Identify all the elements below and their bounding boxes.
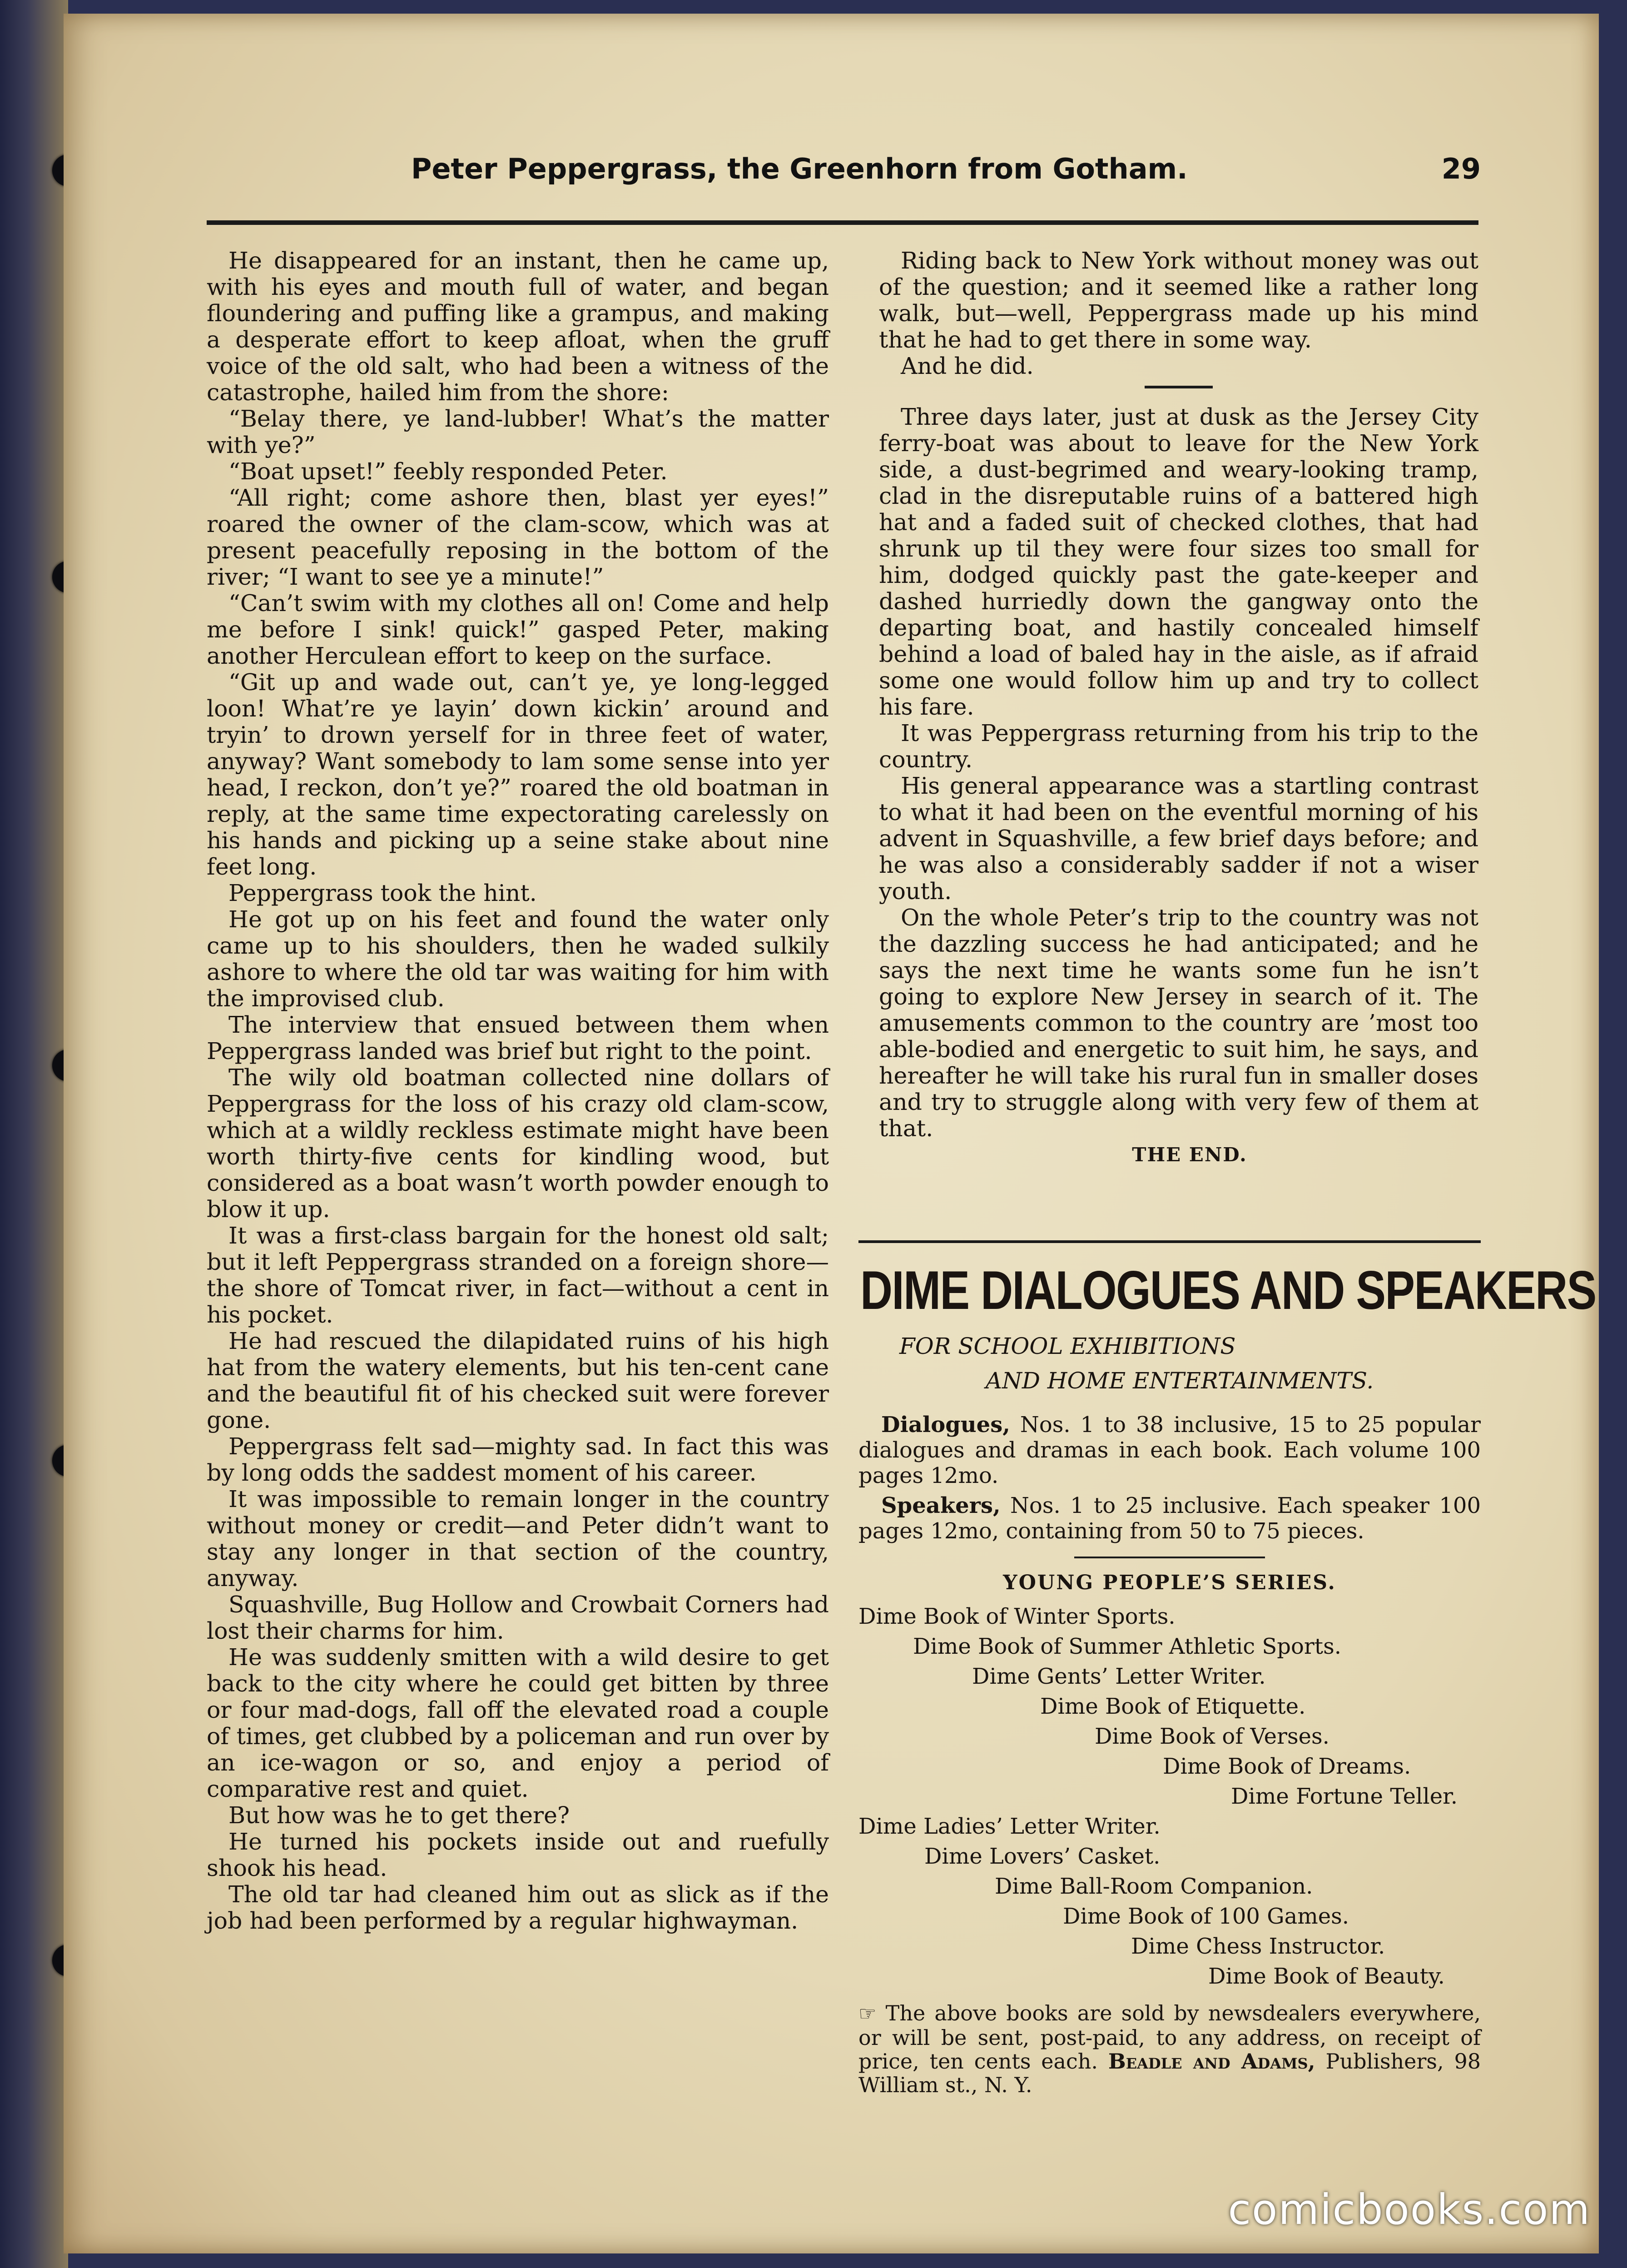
paragraph: It was a first-class bargain for the honest old salt; but it left Peppergrass stranded on a foreign shore—the shore of Tomcat river, in fact—without a cent in his pocket. bbox=[207, 1222, 829, 1328]
paragraph: On the whole Peter’s trip to the country was not the dazzling success he had anticipated; and he says the next time he wants some fun he isn’t going to explore New Jersey in search of it. The amusements common to the country are ’most too able-bodied and energetic to suit him, he says, and hereafter he will take his rural fun in smaller doses and try to struggle along with very few of them at that. bbox=[879, 904, 1478, 1142]
advert-subtitle-2: AND HOME ENTERTAINMENTS. bbox=[986, 1368, 1374, 1394]
right-column bbox=[879, 248, 1478, 1168]
paragraph: Riding back to New York without money was out of the question; and it seemed like a rather long walk, but—well, Peppergrass made up his mind that he had to get there in some way. bbox=[879, 247, 1478, 353]
paragraph: It was Peppergrass returning from his trip to the country. bbox=[879, 720, 1478, 773]
paragraph: Peppergrass took the hint. bbox=[228, 880, 537, 906]
advert-note bbox=[858, 2001, 1481, 2097]
book-title: Dime Ladies’ Letter Writer. bbox=[858, 1814, 1161, 1839]
running-title: Peter Peppergrass, the Greenhorn from Gotham. bbox=[411, 152, 1188, 185]
paragraph: His general appearance was a startling contrast to what it had been on the eventful morning of his advent in Squashville, a few brief days before; and he was also a considerably sadder if not a wiser youth. bbox=[879, 772, 1478, 905]
paragraph: He got up on his feet and found the water only came up to his shoulders, then he waded sulkily ashore to where the old tar was waiting for him with the improvised club. bbox=[207, 906, 829, 1012]
header-rule bbox=[207, 220, 1478, 225]
paragraph: He disappeared for an instant, then he came up, with his eyes and mouth full of water, and began floundering and puffing like a grampus, and making a desperate effort to keep afloat, when the gruff voice of the old salt, who had been a witness of the catastrophe, hailed him from the shore: bbox=[207, 247, 829, 406]
paragraph: It was impossible to remain longer in the country without money or credit—and Peter didn’t want to stay any longer in that section of the country, anyway. bbox=[207, 1486, 829, 1592]
dialogues-label: Dialogues, bbox=[881, 1412, 1010, 1437]
advert-rule bbox=[858, 1240, 1481, 1243]
advert-subtitle-1: FOR SCHOOL EXHIBITIONS bbox=[899, 1333, 1236, 1359]
paragraph: Squashville, Bug Hollow and Crowbait Corners had lost their charms for him. bbox=[207, 1591, 829, 1644]
book-title: Dime Book of Beauty. bbox=[1208, 1964, 1445, 1989]
dialogues-paragraph bbox=[858, 1412, 1481, 1488]
speakers-text: Nos. 1 to 25 inclusive. Each speaker 100 pages 12mo, containing from 50 to 75 pieces. bbox=[858, 1493, 1481, 1544]
pointing-hand-icon: ☞ bbox=[858, 2002, 877, 2025]
page-number: 29 bbox=[1441, 152, 1481, 185]
the-end: THE END. bbox=[1132, 1144, 1247, 1166]
speakers-label: Speakers, bbox=[881, 1493, 1001, 1518]
publisher-address: Publishers, 98 William st., N. Y. bbox=[858, 2049, 1481, 2097]
book-title: Dime Book of Etiquette. bbox=[1040, 1694, 1306, 1719]
paragraph: The wily old boatman collected nine dollars of Peppergrass for the loss of his crazy old clam-scow, which at a wildly reckless estimate might have been worth thirty-five cents for kindling wood, but considered as a boat wasn’t worth powder enough to blow it up. bbox=[207, 1064, 829, 1223]
paragraph: But how was he to get there? bbox=[228, 1802, 570, 1829]
publisher-name: Beadle and Adams, bbox=[1108, 2049, 1315, 2074]
advert-title: DIME DIALOGUES AND SPEAKERS bbox=[860, 1260, 1596, 1321]
paragraph: Peppergrass felt sad—mighty sad. In fact this was by long odds the saddest moment of his career. bbox=[207, 1433, 829, 1486]
paragraph: “Boat upset!” feebly responded Peter. bbox=[228, 458, 668, 485]
binding-gutter bbox=[0, 0, 68, 2268]
paragraph: “Git up and wade out, can’t ye, ye long-legged loon! What’re ye layin’ down kickin’ around and tryin’ to drown yerself for in three feet of water, anyway? Want somebody to lam some sense into yer head, I reckon, don’t ye?” roared the old boatman in reply, at the same time expectorating carelessly on his hands and picking up a seine stake about nine feet long. bbox=[207, 669, 829, 880]
dialogues-text: Nos. 1 to 38 inclusive, 15 to 25 popular dialogues and dramas in each book. Each volume 100 pages 12mo. bbox=[858, 1412, 1481, 1488]
book-title: Dime Lovers’ Casket. bbox=[924, 1844, 1161, 1869]
running-header bbox=[411, 152, 1481, 193]
book-title: Dime Book of Verses. bbox=[1095, 1724, 1329, 1749]
book-title: Dime Fortune Teller. bbox=[1231, 1784, 1458, 1809]
paragraph: Three days later, just at dusk as the Jersey City ferry-boat was about to leave for the New York side, a dust-begrimed and weary-looking tramp, clad in the disreputable ruins of a battered high hat and a faded suit of checked clothes, that had shrunk up til they were four sizes too small for him, dodged quickly past the gate-keeper and dashed hurriedly down the gangway onto the departing boat, and hastily concealed himself behind a load of baled hay in the aisle, as if afraid some one would follow him up and try to collect his fare. bbox=[879, 403, 1478, 720]
book-title: Dime Book of Summer Athletic Sports. bbox=[913, 1634, 1341, 1659]
book-title: Dime Book of Dreams. bbox=[1163, 1754, 1411, 1779]
left-column bbox=[207, 248, 829, 1934]
section-rule bbox=[1145, 386, 1213, 388]
book-list bbox=[858, 1602, 1481, 1991]
paragraph: “All right; come ashore then, blast yer eyes!” roared the owner of the clam-scow, which was at present peacefully reposing in the bottom of the river; “I want to see ye a minute!” bbox=[207, 484, 829, 590]
book-title: Dime Ball-Room Companion. bbox=[995, 1874, 1313, 1899]
paragraph: The old tar had cleaned him out as slick as if the job had been performed by a regular highwayman. bbox=[207, 1881, 829, 1934]
note-text: The above books are sold by newsdealers everywhere, or will be sent, post-paid, to any address, on receipt of price, ten cents each. bbox=[858, 2001, 1481, 2074]
right-column-part-2 bbox=[879, 404, 1478, 1142]
book-title: Dime Gents’ Letter Writer. bbox=[972, 1664, 1266, 1689]
book-title: Dime Book of Winter Sports. bbox=[858, 1604, 1176, 1629]
right-column-part-1 bbox=[879, 248, 1478, 379]
watermark: comicbooks.com bbox=[1228, 2185, 1591, 2234]
advertisement bbox=[858, 1258, 1596, 2118]
paragraph: “Can’t swim with my clothes all on! Come and help me before I sink! quick!” gasped Peter, making another Herculean effort to keep on the surface. bbox=[207, 590, 829, 669]
book-title: Dime Chess Instructor. bbox=[1131, 1934, 1385, 1959]
book-title: Dime Book of 100 Games. bbox=[1063, 1904, 1349, 1929]
paragraph: And he did. bbox=[901, 353, 1034, 379]
paragraph: The interview that ensued between them when Peppergrass landed was brief but right to the point. bbox=[207, 1011, 829, 1064]
speakers-paragraph bbox=[858, 1493, 1481, 1544]
paragraph: “Belay there, ye land-lubber! What’s the matter with ye?” bbox=[207, 405, 829, 458]
paragraph: He turned his pockets inside out and ruefully shook his head. bbox=[207, 1828, 829, 1881]
paragraph: He had rescued the dilapidated ruins of his high hat from the watery elements, but his ten-cent cane and the beautiful fit of his checked suit were forever gone. bbox=[207, 1328, 829, 1433]
series-title: YOUNG PEOPLE’S SERIES. bbox=[1003, 1571, 1336, 1594]
paragraph: He was suddenly smitten with a wild desire to get back to the city where he could get bitten by three or four mad-dogs, fall off the elevated road a couple of times, get clubbed by a policeman and run over by an ice-wagon or so, and enjoy a period of comparative rest and quiet. bbox=[207, 1644, 829, 1802]
advert-short-rule bbox=[1074, 1557, 1265, 1558]
